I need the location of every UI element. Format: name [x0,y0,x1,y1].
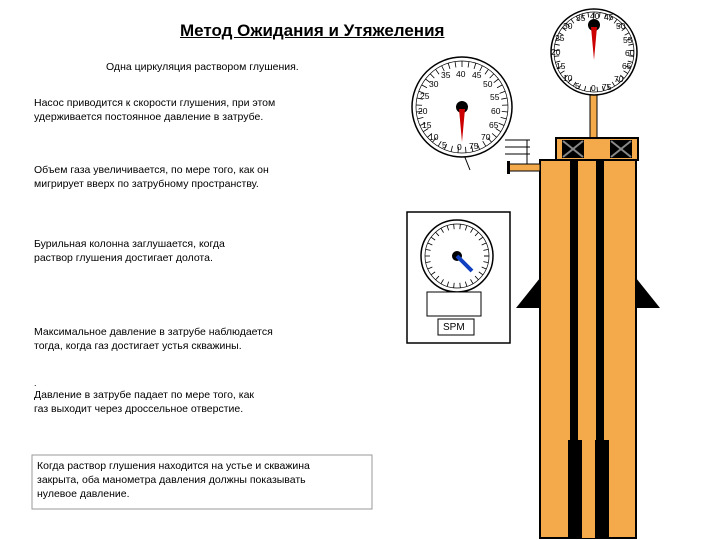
step-7-text: Когда раствор глушения находится на устье и скважина закрыта, оба манометра давления должны показывать нулевое давление. [37,460,310,500]
dp-scale-15: 15 [556,61,566,71]
dp-scale-0: 0 [591,83,596,93]
spm-label: SPM [443,322,465,333]
cs-scale-45: 45 [472,70,482,80]
dp-scale-75: 75 [602,82,612,92]
cs-scale-40: 40 [456,69,466,79]
cs-scale-20: 20 [418,106,428,116]
bit-bore [582,440,595,538]
separator-dot: . [34,378,37,388]
cs-scale-10: 10 [429,132,439,142]
bit-block-left [568,440,582,538]
dp-scale-50: 50 [616,21,626,31]
dp-scale-60: 60 [625,48,635,58]
dp-scale-30: 30 [563,21,573,31]
cs-scale-5: 5 [442,140,447,150]
dp-scale-70: 70 [614,74,624,84]
cs-scale-60: 60 [491,106,501,116]
gauge-tick [454,224,455,229]
wedge-right [636,278,660,308]
gauge-tick [460,283,461,288]
gauge-tick [460,224,461,229]
cs-scale-15: 15 [422,120,432,130]
spm-display [427,292,481,316]
dp-scale-65: 65 [622,61,632,71]
dp-scale-10: 10 [563,73,573,83]
step-6-text: Давление в затрубе падает по мере того, как газ выходит через дроссельное отверстие. [34,389,255,415]
choke-line [508,164,540,171]
gauge-tick [454,283,455,288]
choke-line-cap [507,161,510,174]
cs-scale-25: 25 [420,91,430,101]
cs-scale-70: 70 [481,132,491,142]
bop-valve-right [610,140,632,158]
cs-scale-50: 50 [483,79,493,89]
gauge-tick [465,147,466,153]
dp-scale-25: 25 [555,33,565,43]
dp-scale-45: 45 [604,12,614,22]
dp-scale-5: 5 [575,81,580,91]
step-7-box [32,455,372,509]
cs-scale-75: 75 [469,141,479,151]
step-3-text: Объем газа увеличивается, по мере того, как он мигрирует вверх по затрубному пространству. [34,164,269,190]
dp-scale-55: 55 [623,35,633,45]
cs-scale-35: 35 [441,70,451,80]
step-4-text: Бурильная колонна заглушается, когда раствор глушения достигает долота. [34,238,225,264]
bit-block-right [595,440,609,538]
step-2-text: Насос приводится к скорости глушения, при этом удерживается постоянное давление в затрубе. [34,97,276,123]
page-title: Метод Ожидания и Утяжеления [180,21,445,40]
dp-scale-20: 20 [551,47,561,57]
cs-scale-30: 30 [429,79,439,89]
step-5-text: Максимальное давление в затрубе наблюдается тогда, когда газ достигает устья скважины. [34,326,273,352]
dp-scale-40: 40 [590,11,600,21]
choke-handle [505,140,530,164]
cs-scale-65: 65 [489,120,499,130]
cs-scale-55: 55 [490,92,500,102]
cs-scale-0: 0 [457,142,462,152]
step-1-text: Одна циркуляция раствором глушения. [106,61,299,73]
wedge-left [516,278,540,308]
dp-scale-35: 35 [576,13,586,23]
bop-valve-left [562,140,584,158]
